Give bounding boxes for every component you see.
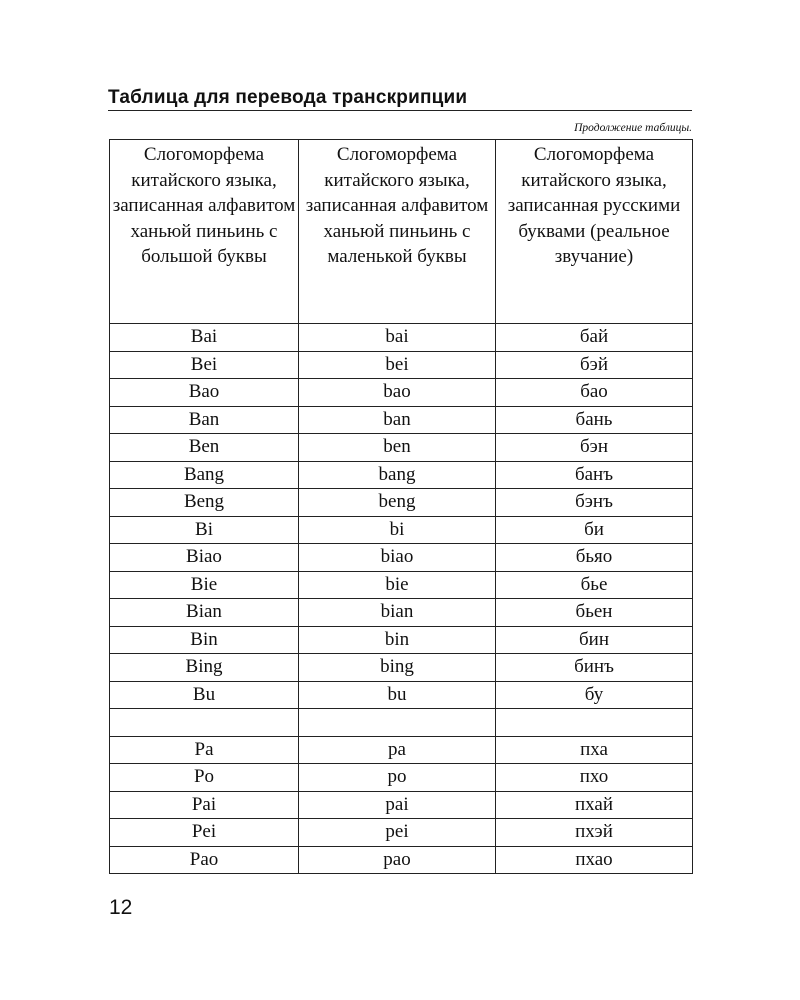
cell-pinyin-capital: Bai — [110, 324, 299, 352]
table-row — [110, 654, 693, 682]
cell-pinyin-capital: Bu — [110, 681, 299, 709]
cell-russian: бьен — [496, 599, 693, 627]
cell-pinyin-lowercase: bing — [299, 654, 496, 682]
cell-pinyin-capital: Beng — [110, 489, 299, 517]
table-row — [110, 544, 693, 572]
cell-pinyin-capital: Bei — [110, 351, 299, 379]
cell-pinyin-lowercase: bi — [299, 516, 496, 544]
cell-pinyin-lowercase: ben — [299, 434, 496, 462]
cell-pinyin-capital: Po — [110, 764, 299, 792]
table-row — [110, 434, 693, 462]
page-title: Таблица для перевода транскрипции — [108, 87, 468, 108]
cell-russian: бинъ — [496, 654, 693, 682]
cell-russian: пха — [496, 736, 693, 764]
cell-pinyin-lowercase: pao — [299, 846, 496, 874]
page-number: 12 — [109, 896, 133, 919]
cell-pinyin-capital: Bang — [110, 461, 299, 489]
table-row — [110, 351, 693, 379]
cell-pinyin-capital: Biao — [110, 544, 299, 572]
column-header-pinyin-lowercase: Слогоморфема китайского языка, записанная алфавитом ханьюй пиньинь с маленькой буквы — [299, 140, 496, 324]
table-row — [110, 379, 693, 407]
table-row — [110, 709, 693, 737]
cell-russian: бэн — [496, 434, 693, 462]
cell-pinyin-lowercase: bao — [299, 379, 496, 407]
cell-russian: пхэй — [496, 819, 693, 847]
cell-russian: пхай — [496, 791, 693, 819]
table-row — [110, 406, 693, 434]
cell-russian: пхао — [496, 846, 693, 874]
table-row — [110, 846, 693, 874]
page-header — [108, 86, 692, 111]
cell-pinyin-capital: Ban — [110, 406, 299, 434]
table-row — [110, 736, 693, 764]
cell-pinyin-lowercase: pei — [299, 819, 496, 847]
cell-pinyin-lowercase: po — [299, 764, 496, 792]
cell-pinyin-lowercase: bei — [299, 351, 496, 379]
continuation-note: Продолжение таблицы. — [574, 122, 692, 134]
cell-pinyin-capital: Bin — [110, 626, 299, 654]
cell-pinyin-lowercase: bie — [299, 571, 496, 599]
table-row — [110, 626, 693, 654]
table-row — [110, 461, 693, 489]
table-row — [110, 791, 693, 819]
cell-pinyin-lowercase: pa — [299, 736, 496, 764]
cell-pinyin-lowercase: ban — [299, 406, 496, 434]
cell-russian: би — [496, 516, 693, 544]
transcription-table — [109, 139, 693, 874]
cell-pinyin-capital: Bao — [110, 379, 299, 407]
cell-russian: бьяо — [496, 544, 693, 572]
cell-pinyin-capital: Ben — [110, 434, 299, 462]
table-header-row — [110, 140, 693, 324]
table-row — [110, 764, 693, 792]
cell-pinyin-lowercase: beng — [299, 489, 496, 517]
table-row — [110, 324, 693, 352]
cell-pinyin-lowercase — [299, 709, 496, 737]
column-header-russian: Слогоморфема китайского языка, записанная русскими буквами (реальное звучание) — [496, 140, 693, 324]
table-row — [110, 516, 693, 544]
cell-russian: бу — [496, 681, 693, 709]
cell-russian: бин — [496, 626, 693, 654]
cell-pinyin-lowercase: pai — [299, 791, 496, 819]
table-row — [110, 819, 693, 847]
cell-pinyin-capital: Pao — [110, 846, 299, 874]
table-row — [110, 681, 693, 709]
cell-russian: банъ — [496, 461, 693, 489]
table-row — [110, 571, 693, 599]
cell-russian: бэнъ — [496, 489, 693, 517]
cell-pinyin-capital: Bian — [110, 599, 299, 627]
cell-pinyin-lowercase: bian — [299, 599, 496, 627]
cell-russian: бао — [496, 379, 693, 407]
cell-russian: бай — [496, 324, 693, 352]
cell-russian: бань — [496, 406, 693, 434]
cell-pinyin-capital: Pai — [110, 791, 299, 819]
cell-russian: пхо — [496, 764, 693, 792]
cell-pinyin-capital: Bing — [110, 654, 299, 682]
cell-pinyin-lowercase: bai — [299, 324, 496, 352]
cell-russian: бье — [496, 571, 693, 599]
cell-pinyin-capital: Pei — [110, 819, 299, 847]
cell-pinyin-capital: Pa — [110, 736, 299, 764]
cell-pinyin-lowercase: bu — [299, 681, 496, 709]
cell-pinyin-capital: Bi — [110, 516, 299, 544]
cell-russian: бэй — [496, 351, 693, 379]
cell-pinyin-capital: Bie — [110, 571, 299, 599]
cell-pinyin-lowercase: bin — [299, 626, 496, 654]
column-header-pinyin-capital: Слогоморфема китайского языка, записанная алфавитом ханьюй пиньинь с большой буквы — [110, 140, 299, 324]
cell-pinyin-lowercase: bang — [299, 461, 496, 489]
cell-pinyin-lowercase: biao — [299, 544, 496, 572]
table-row — [110, 489, 693, 517]
cell-russian — [496, 709, 693, 737]
table-row — [110, 599, 693, 627]
table-body — [110, 324, 693, 874]
cell-pinyin-capital — [110, 709, 299, 737]
